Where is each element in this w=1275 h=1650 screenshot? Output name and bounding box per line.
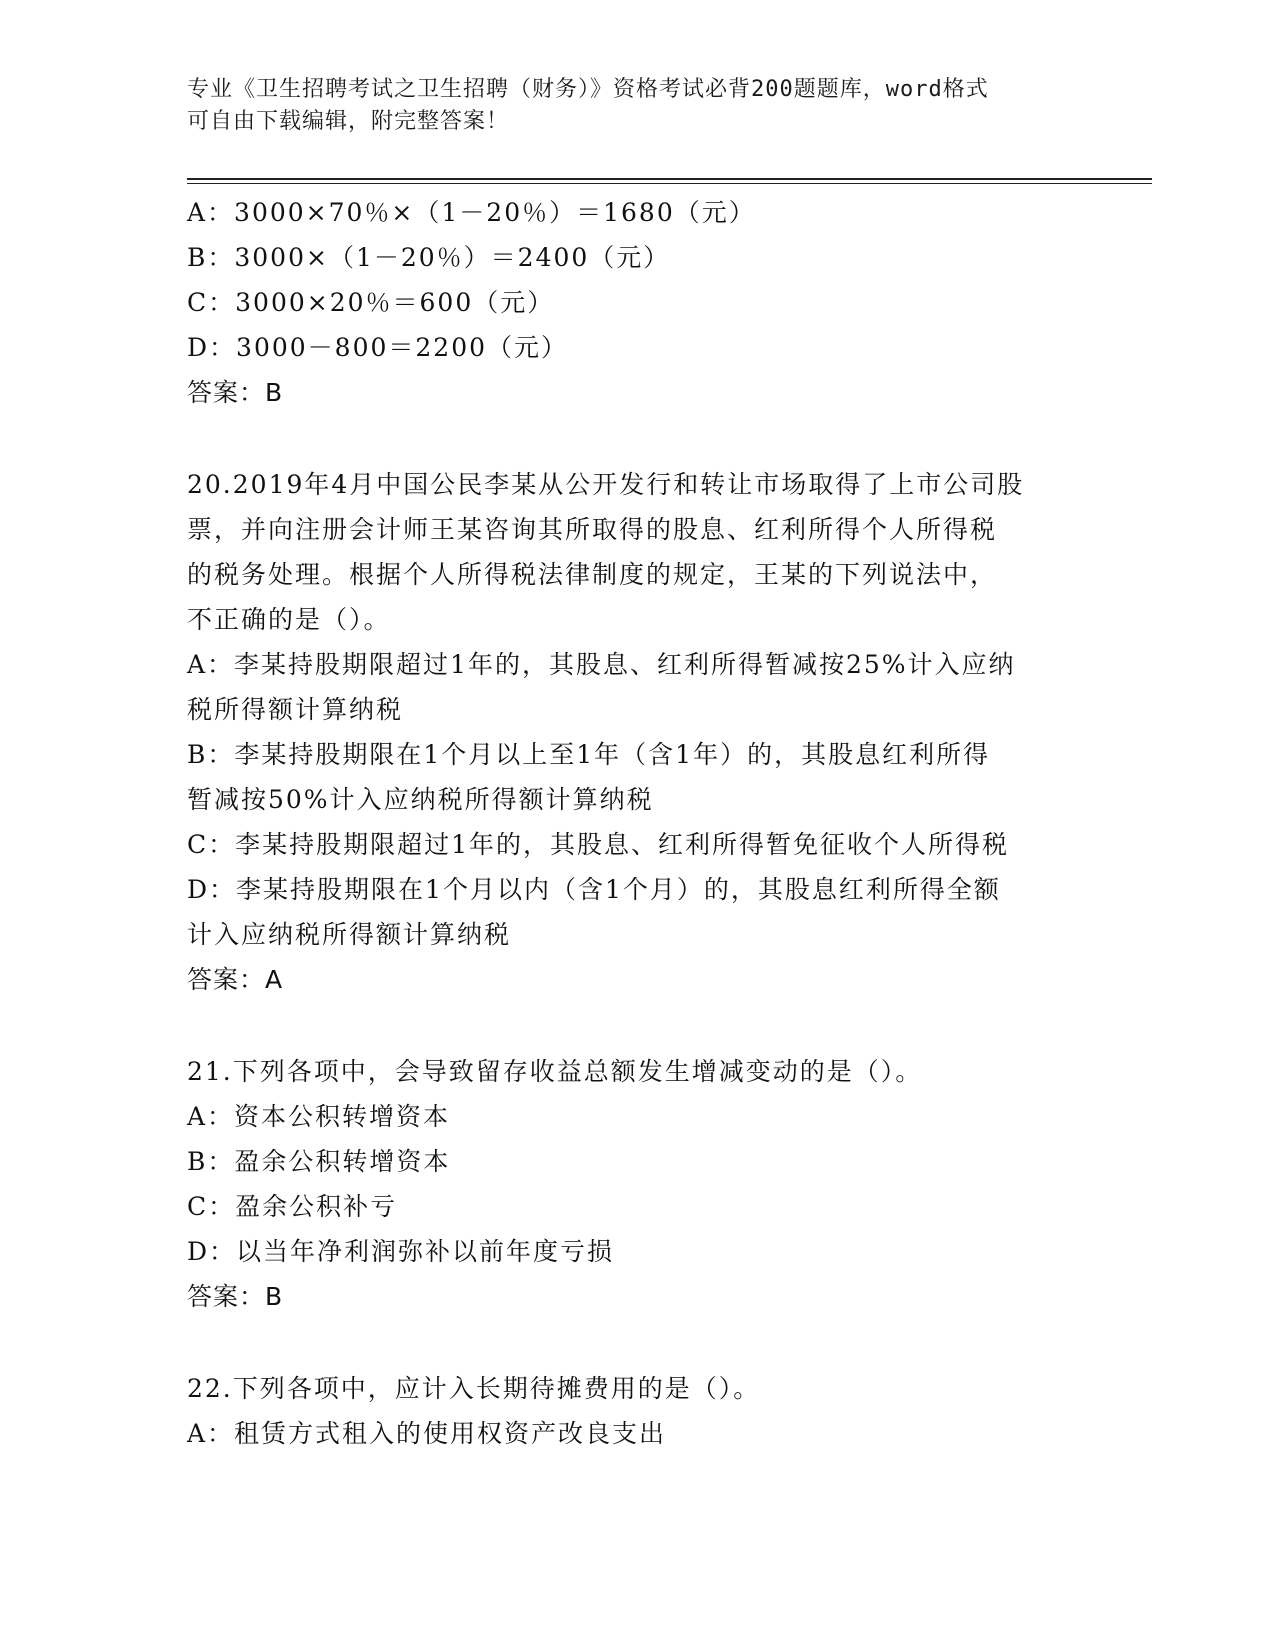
- header-line-1: 专业《卫生招聘考试之卫生招聘（财务）》资格考试必背200题题库，word格式: [187, 77, 989, 102]
- question-stem-line: 票，并向注册会计师王某咨询其所取得的股息、红利所得个人所得税: [187, 515, 998, 544]
- option-d: D：以当年净利润弥补以前年度亏损: [187, 1237, 615, 1266]
- option-b: B：盈余公积转增资本: [187, 1147, 451, 1176]
- option-b-continued: 暂减按50%计入应纳税所得额计算纳税: [187, 785, 654, 814]
- answer: 答案：A: [187, 965, 284, 994]
- answer: 答案：B: [187, 1282, 284, 1311]
- option-b: B：3000×（1－20％）＝2400（元）: [187, 243, 671, 272]
- question-stem-line: 的税务处理。根据个人所得税法律制度的规定，王某的下列说法中，: [187, 560, 998, 589]
- option-a: A：李某持股期限超过1年的，其股息、红利所得暂减按25%计入应纳: [187, 650, 1016, 679]
- question-21: [187, 1049, 1087, 1319]
- document-body: [187, 190, 1087, 1456]
- option-a: A：3000×70％×（1－20％）＝1680（元）: [187, 198, 756, 227]
- question-22: [187, 1366, 1087, 1456]
- option-a-continued: 税所得额计算纳税: [187, 695, 404, 724]
- header-rule-thick: [187, 178, 1152, 180]
- question-20: [187, 462, 1087, 1002]
- question-stem: 21.下列各项中，会导致留存收益总额发生增减变动的是（）。: [187, 1057, 923, 1086]
- option-c: C：3000×20％＝600（元）: [187, 288, 555, 317]
- header-line-2: 可自由下载编辑，附完整答案！: [187, 109, 510, 134]
- question-stem-line: 不正确的是（）。: [187, 605, 391, 634]
- question-stem: 22.下列各项中，应计入长期待摊费用的是（）。: [187, 1374, 761, 1403]
- option-d-continued: 计入应纳税所得额计算纳税: [187, 920, 512, 949]
- option-a: A：租赁方式租入的使用权资产改良支出: [187, 1419, 667, 1448]
- option-a: A：资本公积转增资本: [187, 1102, 451, 1131]
- option-c: C：盈余公积补亏: [187, 1192, 398, 1221]
- option-c: C：李某持股期限超过1年的，其股息、红利所得暂免征收个人所得税: [187, 830, 1010, 859]
- spacer: [187, 415, 1087, 462]
- option-b: B：李某持股期限在1个月以上至1年（含1年）的，其股息红利所得: [187, 740, 991, 769]
- spacer: [187, 1002, 1087, 1049]
- option-d: D：李某持股期限在1个月以内（含1个月）的，其股息红利所得全额: [187, 875, 1001, 904]
- question-stem-line: 20.2019年4月中国公民李某从公开发行和转让市场取得了上市公司股: [187, 470, 1025, 499]
- answer: 答案：B: [187, 378, 284, 407]
- spacer: [187, 1319, 1087, 1366]
- question-19: [187, 190, 1087, 415]
- header-rule-thin: [187, 183, 1152, 184]
- option-d: D：3000－800＝2200（元）: [187, 333, 569, 362]
- document-header: [187, 74, 1087, 138]
